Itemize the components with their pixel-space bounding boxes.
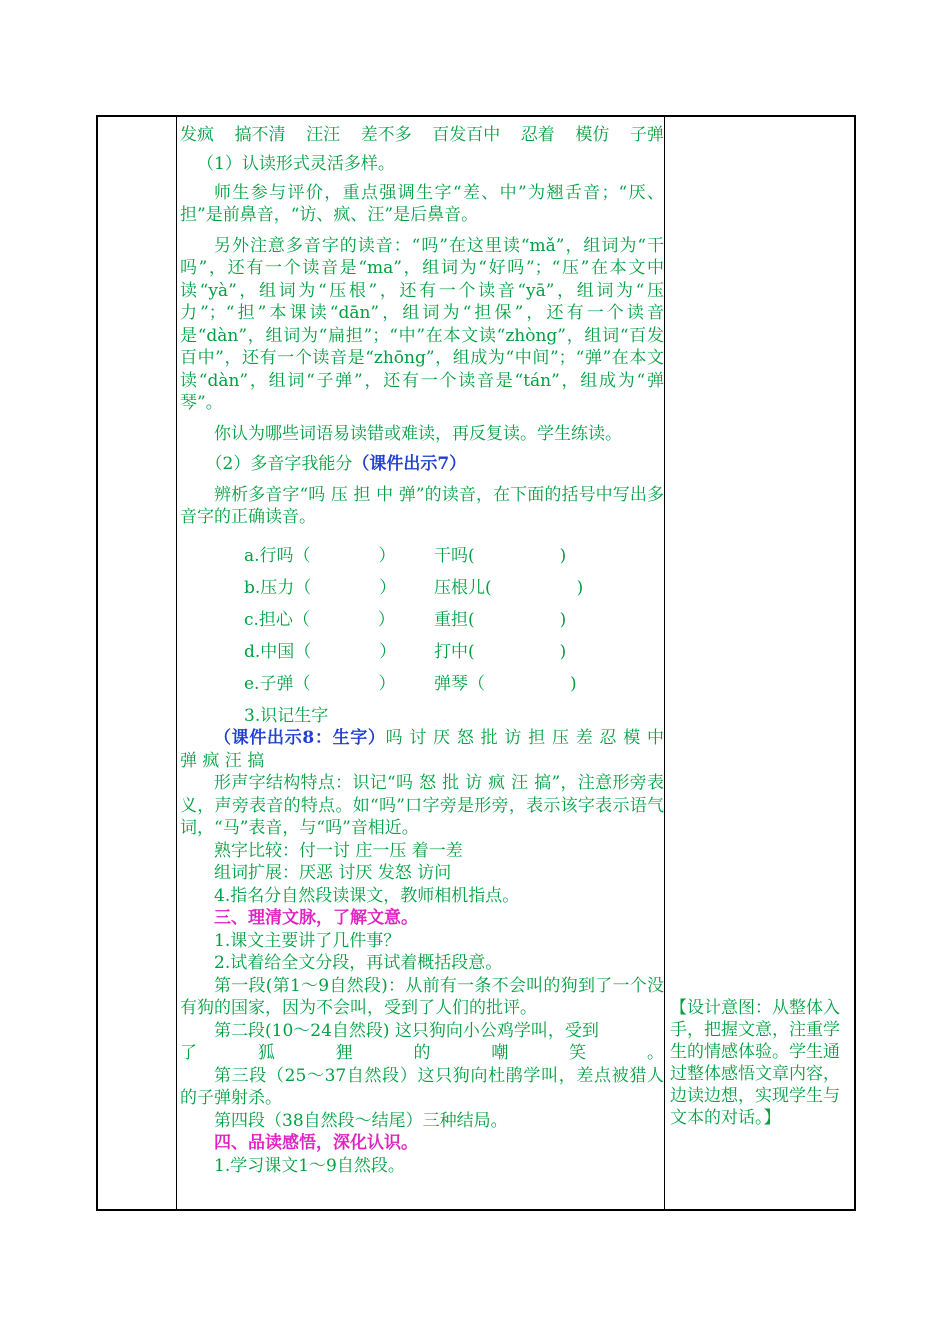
exercise-left: a.行吗（ ）: [244, 545, 396, 566]
new-characters: 吗 讨 厌 怒 批 访 担 压 差 忍 模 中 弹 疯 汪 搞: [180, 728, 664, 771]
segment-2-char: 的: [413, 1043, 431, 1063]
exercise-right: 压根儿( ): [434, 577, 584, 598]
part-3-question-2: 2.试着给全文分段，再试着概括段意。: [214, 953, 503, 973]
segment-2-char: 了: [180, 1043, 197, 1063]
exercise-left: d.中国（ ）: [244, 641, 397, 662]
lesson-table: [96, 115, 856, 1211]
segment-1: 第一段(第1～9自然段)：从前有一条不会叫的狗到了一个没有狗的国家，因为不会叫，受到了人们的批评。: [180, 975, 664, 1018]
segment-2: 第二段(10～24自然段) 这只狗向小公鸡学叫，受到: [214, 1020, 599, 1041]
word-item: 汪汪: [306, 125, 341, 145]
segment-2-char: 嘲: [491, 1043, 509, 1063]
exercise-row: [180, 609, 664, 631]
exercise-right: 打中( ): [434, 641, 567, 662]
exercise-right: 弹琴（ ): [434, 673, 577, 694]
word-item: 百发百中: [432, 125, 501, 145]
design-intent-note: 【设计意图：从整体入手，把握文意，注重学生的情感体验。学生通过整体感悟文章内容，边读边想，实现学生与文本的对话。】: [670, 998, 840, 1128]
teaching-process-column: [180, 123, 664, 1177]
section-3-characters: [180, 727, 664, 772]
courseware-tag-7: （课件出示7）: [352, 454, 467, 474]
segment-4: 第四段（38自然段～结尾）三种结局。: [214, 1110, 508, 1131]
exercise-row: [180, 545, 664, 567]
section-3-paragraph-4: 4.指名分自然段读课文，教师相机指点。: [214, 885, 520, 906]
section-2-heading: [180, 453, 664, 476]
word-item: 模仿: [575, 125, 610, 145]
section-1-title: （1）认读形式灵活多样。: [197, 154, 395, 174]
section-1-paragraph-1: 师生参与评价，重点强调生字“差、中”为翘舌音；“厌、担”是前鼻音，“访、疯、汪”是后鼻音。: [180, 182, 664, 225]
column-divider-2: [664, 117, 665, 1209]
exercise-row: [180, 641, 664, 663]
part-3-question-1: 1.课文主要讲了几件事？: [214, 930, 401, 951]
column-divider-1: [176, 117, 177, 1209]
word-item: 子弹: [629, 125, 664, 145]
segment-2-continued: [180, 1042, 664, 1065]
courseware-tag-8: （课件出示8：生字）: [214, 728, 386, 748]
segment-2-char: 狸: [335, 1043, 353, 1063]
word-item: 差不多: [360, 125, 412, 145]
segment-2-char: 。: [646, 1043, 664, 1063]
part-4-title: 四、品读感悟，深化认识。: [214, 1133, 418, 1153]
section-2-title: （2）多音字我能分: [205, 454, 353, 474]
section-3-paragraph-2: 熟字比较：付一讨 庄一压 着一差: [214, 840, 463, 861]
word-item: 忍着: [520, 125, 555, 145]
part-3-title: 三、理清文脉，了解文意。: [214, 908, 418, 928]
word-item: 搞不清: [234, 125, 286, 145]
segment-3: 第三段（25～37自然段）这只狗向杜鹃学叫，差点被猎人的子弹射杀。: [180, 1065, 664, 1108]
exercise-right: 重担( ): [434, 609, 567, 630]
exercise-right: 干吗( ): [434, 545, 567, 566]
section-3-title: 3.识记生字: [244, 705, 329, 726]
section-2-instruction: 辨析多音字“吗 压 担 中 弹”的读音，在下面的括号中写出多音字的正确读音。: [180, 484, 664, 527]
section-1-paragraph-3: 你认为哪些词语易读错或难读，再反复读。学生练读。: [214, 423, 622, 444]
exercise-left: b.压力（ ）: [244, 577, 397, 598]
part-4-question-1: 1.学习课文1～9自然段。: [214, 1155, 405, 1176]
exercise-left: e.子弹（ ）: [244, 673, 396, 694]
exercise-row: [180, 577, 664, 599]
vocabulary-line: [180, 123, 664, 147]
exercise-left: c.担心（ ）: [244, 609, 395, 630]
exercise-row: [180, 673, 664, 695]
segment-2-char: 狐: [257, 1043, 275, 1063]
section-3-paragraph-3: 组词扩展：厌恶 讨厌 发怒 访问: [214, 863, 452, 883]
word-item: 发疯: [180, 125, 214, 145]
section-3-paragraph-1: 形声字结构特点：识记“吗 怒 批 访 疯 汪 搞”，注意形旁表义，声旁表音的特点。如“吗”口字旁是形旁，表示该字表示语气词，“马”表音，与“吗”音相近。: [180, 773, 664, 838]
segment-2-char: 笑: [569, 1043, 587, 1063]
section-1-paragraph-2: 另外注意多音字的读音：“吗”在这里读“mǎ”，组词为“干吗”，还有一个读音是“ma”，组词为“好吗”；“压”在本文中读“yà”，组词为“压根”，还有一个读音“yā”，组词为“压力”；“担”本课读“dān”，组词为“担保”，还有一个读音是“dàn”，组词为“扁担”；“中”在本文读“zhòng”，组词“百发百中”，还有一个读音是“zhōng”，组成为“中间”；“弹”在本文读“dàn”，组词“子弹”，还有一个读音是“tán”，组成为“弹琴”。: [180, 235, 664, 413]
